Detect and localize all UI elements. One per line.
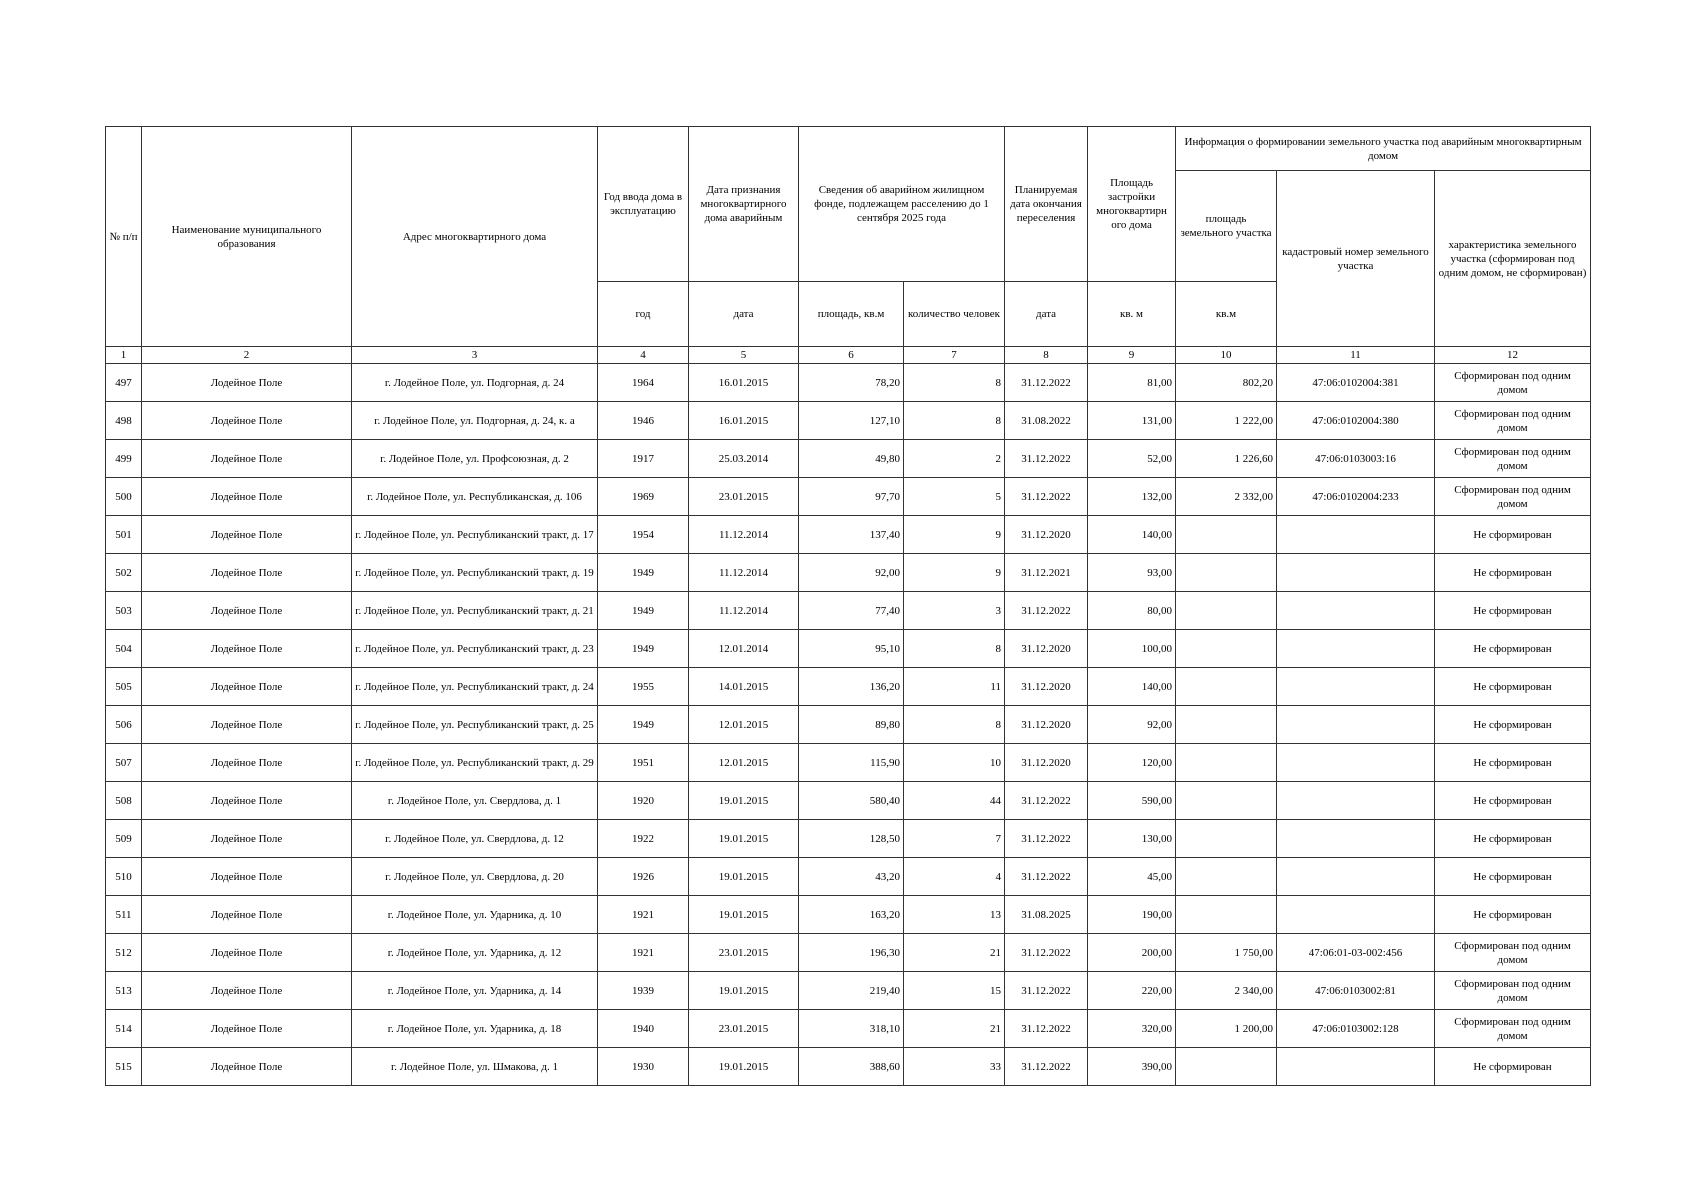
cell-num: 510 <box>106 858 142 896</box>
cell-num: 501 <box>106 516 142 554</box>
header-unit-year: год <box>598 282 689 347</box>
table-row <box>106 1048 1591 1086</box>
cell-area: 43,20 <box>799 858 904 896</box>
cell-address: г. Лодейное Поле, ул. Республиканский тракт, д. 24 <box>352 668 598 706</box>
cell-date-declared: 19.01.2015 <box>689 858 799 896</box>
cell-people: 21 <box>904 1010 1005 1048</box>
cell-area: 78,20 <box>799 364 904 402</box>
cell-building-area: 320,00 <box>1088 1010 1176 1048</box>
cell-municipality: Лодейное Поле <box>142 706 352 744</box>
cell-area: 92,00 <box>799 554 904 592</box>
cell-cadastral-number <box>1277 592 1435 630</box>
header-unit-date2: дата <box>1005 282 1088 347</box>
cell-land-area <box>1176 1048 1277 1086</box>
cell-resettlement-date: 31.12.2022 <box>1005 858 1088 896</box>
cell-year-built: 1949 <box>598 630 689 668</box>
cell-resettlement-date: 31.12.2020 <box>1005 630 1088 668</box>
cell-date-declared: 12.01.2015 <box>689 706 799 744</box>
cell-cadastral-number <box>1277 668 1435 706</box>
cell-cadastral-number <box>1277 858 1435 896</box>
table-row <box>106 364 1591 402</box>
column-number: 1 <box>106 347 142 364</box>
cell-people: 9 <box>904 516 1005 554</box>
cell-area: 196,30 <box>799 934 904 972</box>
table-row <box>106 554 1591 592</box>
cell-area: 49,80 <box>799 440 904 478</box>
cell-municipality: Лодейное Поле <box>142 554 352 592</box>
cell-resettlement-date: 31.12.2020 <box>1005 516 1088 554</box>
cell-cadastral-number <box>1277 896 1435 934</box>
cell-resettlement-date: 31.12.2022 <box>1005 972 1088 1010</box>
column-number: 8 <box>1005 347 1088 364</box>
cell-year-built: 1940 <box>598 1010 689 1048</box>
cell-year-built: 1951 <box>598 744 689 782</box>
cell-people: 13 <box>904 896 1005 934</box>
cell-resettlement-date: 31.08.2022 <box>1005 402 1088 440</box>
cell-num: 509 <box>106 820 142 858</box>
cell-municipality: Лодейное Поле <box>142 402 352 440</box>
header-land-info: Информация о формировании земельного участка под аварийным многоквартирным домом <box>1176 127 1591 171</box>
cell-cadastral-number: 47:06:0102004:233 <box>1277 478 1435 516</box>
cell-people: 33 <box>904 1048 1005 1086</box>
cell-resettlement-date: 31.12.2022 <box>1005 1048 1088 1086</box>
column-number: 9 <box>1088 347 1176 364</box>
cell-land-status: Не сформирован <box>1435 516 1591 554</box>
cell-land-status: Не сформирован <box>1435 554 1591 592</box>
table-row <box>106 820 1591 858</box>
cell-address: г. Лодейное Поле, ул. Республиканский тракт, д. 19 <box>352 554 598 592</box>
cell-municipality: Лодейное Поле <box>142 896 352 934</box>
cell-building-area: 140,00 <box>1088 516 1176 554</box>
column-number: 6 <box>799 347 904 364</box>
header-unit-area: площадь, кв.м <box>799 282 904 347</box>
table-row <box>106 896 1591 934</box>
cell-land-status: Не сформирован <box>1435 858 1591 896</box>
cell-land-area: 2 332,00 <box>1176 478 1277 516</box>
cell-building-area: 140,00 <box>1088 668 1176 706</box>
cell-area: 97,70 <box>799 478 904 516</box>
cell-date-declared: 19.01.2015 <box>689 972 799 1010</box>
table-row <box>106 402 1591 440</box>
cell-num: 505 <box>106 668 142 706</box>
cell-date-declared: 23.01.2015 <box>689 934 799 972</box>
cell-area: 77,40 <box>799 592 904 630</box>
cell-num: 499 <box>106 440 142 478</box>
cell-area: 127,10 <box>799 402 904 440</box>
cell-land-area <box>1176 668 1277 706</box>
cell-area: 580,40 <box>799 782 904 820</box>
cell-land-status: Сформирован под одним домом <box>1435 402 1591 440</box>
cell-people: 5 <box>904 478 1005 516</box>
cell-municipality: Лодейное Поле <box>142 668 352 706</box>
cell-year-built: 1917 <box>598 440 689 478</box>
cell-land-status: Сформирован под одним домом <box>1435 934 1591 972</box>
cell-people: 11 <box>904 668 1005 706</box>
cell-num: 506 <box>106 706 142 744</box>
cell-date-declared: 16.01.2015 <box>689 402 799 440</box>
cell-building-area: 131,00 <box>1088 402 1176 440</box>
cell-land-status: Сформирован под одним домом <box>1435 1010 1591 1048</box>
cell-land-status: Сформирован под одним домом <box>1435 440 1591 478</box>
cell-land-status: Не сформирован <box>1435 820 1591 858</box>
cell-building-area: 130,00 <box>1088 820 1176 858</box>
cell-resettlement-date: 31.12.2022 <box>1005 440 1088 478</box>
cell-date-declared: 16.01.2015 <box>689 364 799 402</box>
cell-resettlement-date: 31.12.2021 <box>1005 554 1088 592</box>
cell-building-area: 81,00 <box>1088 364 1176 402</box>
cell-address: г. Лодейное Поле, ул. Подгорная, д. 24, к. а <box>352 402 598 440</box>
cell-land-area <box>1176 554 1277 592</box>
cell-building-area: 80,00 <box>1088 592 1176 630</box>
cell-land-status: Не сформирован <box>1435 592 1591 630</box>
cell-year-built: 1920 <box>598 782 689 820</box>
table-row <box>106 858 1591 896</box>
cell-building-area: 45,00 <box>1088 858 1176 896</box>
cell-municipality: Лодейное Поле <box>142 934 352 972</box>
cell-address: г. Лодейное Поле, ул. Ударника, д. 14 <box>352 972 598 1010</box>
cell-municipality: Лодейное Поле <box>142 858 352 896</box>
cell-address: г. Лодейное Поле, ул. Республиканский тракт, д. 25 <box>352 706 598 744</box>
cell-people: 8 <box>904 630 1005 668</box>
table-row <box>106 1010 1591 1048</box>
cell-year-built: 1921 <box>598 934 689 972</box>
cell-date-declared: 11.12.2014 <box>689 592 799 630</box>
cell-land-area <box>1176 820 1277 858</box>
cell-land-area <box>1176 630 1277 668</box>
cell-year-built: 1949 <box>598 706 689 744</box>
cell-land-area: 2 340,00 <box>1176 972 1277 1010</box>
cell-land-area: 1 750,00 <box>1176 934 1277 972</box>
header-emergency-fund: Сведения об аварийном жилищном фонде, подлежащем расселению до 1 сентября 2025 года <box>799 127 1005 282</box>
cell-address: г. Лодейное Поле, ул. Республиканский тракт, д. 23 <box>352 630 598 668</box>
cell-date-declared: 11.12.2014 <box>689 516 799 554</box>
cell-num: 508 <box>106 782 142 820</box>
table-row <box>106 972 1591 1010</box>
cell-land-status: Не сформирован <box>1435 1048 1591 1086</box>
cell-date-declared: 19.01.2015 <box>689 1048 799 1086</box>
column-number: 3 <box>352 347 598 364</box>
cell-address: г. Лодейное Поле, ул. Подгорная, д. 24 <box>352 364 598 402</box>
column-number-row <box>106 347 1591 364</box>
cell-land-area <box>1176 858 1277 896</box>
cell-address: г. Лодейное Поле, ул. Свердлова, д. 1 <box>352 782 598 820</box>
table-row <box>106 440 1591 478</box>
cell-land-area <box>1176 782 1277 820</box>
cell-cadastral-number <box>1277 744 1435 782</box>
table-row <box>106 630 1591 668</box>
cell-land-area: 1 226,60 <box>1176 440 1277 478</box>
cell-land-status: Сформирован под одним домом <box>1435 364 1591 402</box>
cell-land-area: 1 222,00 <box>1176 402 1277 440</box>
cell-cadastral-number: 47:06:01-03-002:456 <box>1277 934 1435 972</box>
cell-cadastral-number: 47:06:0102004:380 <box>1277 402 1435 440</box>
cell-land-area <box>1176 706 1277 744</box>
cell-date-declared: 14.01.2015 <box>689 668 799 706</box>
cell-cadastral-number: 47:06:0102004:381 <box>1277 364 1435 402</box>
cell-land-status: Не сформирован <box>1435 782 1591 820</box>
header-unit-sqm2: кв.м <box>1176 282 1277 347</box>
cell-year-built: 1939 <box>598 972 689 1010</box>
cell-people: 8 <box>904 364 1005 402</box>
cell-address: г. Лодейное Поле, ул. Ударника, д. 18 <box>352 1010 598 1048</box>
cell-land-area: 802,20 <box>1176 364 1277 402</box>
cell-building-area: 190,00 <box>1088 896 1176 934</box>
cell-municipality: Лодейное Поле <box>142 478 352 516</box>
table-row <box>106 668 1591 706</box>
cell-people: 4 <box>904 858 1005 896</box>
cell-building-area: 220,00 <box>1088 972 1176 1010</box>
cell-address: г. Лодейное Поле, ул. Республиканский тракт, д. 29 <box>352 744 598 782</box>
cell-num: 504 <box>106 630 142 668</box>
cell-land-area: 1 200,00 <box>1176 1010 1277 1048</box>
cell-land-status: Не сформирован <box>1435 630 1591 668</box>
cell-municipality: Лодейное Поле <box>142 972 352 1010</box>
cell-date-declared: 25.03.2014 <box>689 440 799 478</box>
cell-building-area: 92,00 <box>1088 706 1176 744</box>
cell-num: 502 <box>106 554 142 592</box>
cell-building-area: 590,00 <box>1088 782 1176 820</box>
cell-num: 515 <box>106 1048 142 1086</box>
header-year-built: Год ввода дома в эксплуатацию <box>598 127 689 282</box>
cell-year-built: 1955 <box>598 668 689 706</box>
header-municipality: Наименование муниципального образования <box>142 127 352 347</box>
table-row <box>106 706 1591 744</box>
cell-land-area <box>1176 592 1277 630</box>
cell-address: г. Лодейное Поле, ул. Свердлова, д. 12 <box>352 820 598 858</box>
cell-num: 507 <box>106 744 142 782</box>
cell-land-status: Не сформирован <box>1435 706 1591 744</box>
cell-year-built: 1949 <box>598 554 689 592</box>
cell-resettlement-date: 31.12.2022 <box>1005 1010 1088 1048</box>
cell-num: 513 <box>106 972 142 1010</box>
cell-land-status: Не сформирован <box>1435 896 1591 934</box>
cell-date-declared: 19.01.2015 <box>689 820 799 858</box>
cell-people: 3 <box>904 592 1005 630</box>
cell-year-built: 1964 <box>598 364 689 402</box>
column-number: 2 <box>142 347 352 364</box>
cell-municipality: Лодейное Поле <box>142 516 352 554</box>
cell-cadastral-number <box>1277 516 1435 554</box>
cell-resettlement-date: 31.12.2022 <box>1005 364 1088 402</box>
cell-cadastral-number: 47:06:0103002:81 <box>1277 972 1435 1010</box>
cell-resettlement-date: 31.12.2022 <box>1005 820 1088 858</box>
cell-area: 163,20 <box>799 896 904 934</box>
header-land-characteristic: характеристика земельного участка (сформирован под одним домом, не сформирован) <box>1435 171 1591 347</box>
cell-num: 498 <box>106 402 142 440</box>
cell-cadastral-number <box>1277 706 1435 744</box>
cell-area: 388,60 <box>799 1048 904 1086</box>
cell-building-area: 390,00 <box>1088 1048 1176 1086</box>
cell-date-declared: 23.01.2015 <box>689 478 799 516</box>
column-number: 12 <box>1435 347 1591 364</box>
emergency-housing-table <box>105 126 1591 1086</box>
header-unit-people: количество человек <box>904 282 1005 347</box>
cell-num: 514 <box>106 1010 142 1048</box>
column-number: 4 <box>598 347 689 364</box>
cell-municipality: Лодейное Поле <box>142 364 352 402</box>
cell-resettlement-date: 31.12.2022 <box>1005 592 1088 630</box>
cell-area: 95,10 <box>799 630 904 668</box>
cell-municipality: Лодейное Поле <box>142 782 352 820</box>
cell-address: г. Лодейное Поле, ул. Республиканская, д. 106 <box>352 478 598 516</box>
cell-date-declared: 12.01.2015 <box>689 744 799 782</box>
cell-area: 137,40 <box>799 516 904 554</box>
cell-municipality: Лодейное Поле <box>142 1048 352 1086</box>
cell-resettlement-date: 31.08.2025 <box>1005 896 1088 934</box>
cell-area: 128,50 <box>799 820 904 858</box>
cell-num: 497 <box>106 364 142 402</box>
cell-cadastral-number <box>1277 630 1435 668</box>
cell-building-area: 93,00 <box>1088 554 1176 592</box>
cell-resettlement-date: 31.12.2022 <box>1005 934 1088 972</box>
cell-area: 318,10 <box>799 1010 904 1048</box>
cell-people: 7 <box>904 820 1005 858</box>
cell-year-built: 1926 <box>598 858 689 896</box>
cell-year-built: 1954 <box>598 516 689 554</box>
header-num: № п/п <box>106 127 142 347</box>
cell-building-area: 100,00 <box>1088 630 1176 668</box>
column-number: 10 <box>1176 347 1277 364</box>
cell-address: г. Лодейное Поле, ул. Профсоюзная, д. 2 <box>352 440 598 478</box>
cell-date-declared: 19.01.2015 <box>689 782 799 820</box>
cell-area: 219,40 <box>799 972 904 1010</box>
table-row <box>106 934 1591 972</box>
cell-year-built: 1921 <box>598 896 689 934</box>
cell-people: 21 <box>904 934 1005 972</box>
cell-resettlement-date: 31.12.2022 <box>1005 782 1088 820</box>
cell-people: 44 <box>904 782 1005 820</box>
table-row <box>106 782 1591 820</box>
cell-land-area <box>1176 896 1277 934</box>
cell-cadastral-number <box>1277 1048 1435 1086</box>
cell-date-declared: 23.01.2015 <box>689 1010 799 1048</box>
cell-address: г. Лодейное Поле, ул. Республиканский тракт, д. 17 <box>352 516 598 554</box>
column-number: 11 <box>1277 347 1435 364</box>
table-row <box>106 478 1591 516</box>
column-number: 5 <box>689 347 799 364</box>
header-resettlement-date: Планируемая дата окончания переселения <box>1005 127 1088 282</box>
cell-area: 115,90 <box>799 744 904 782</box>
header-unit-sqm: кв. м <box>1088 282 1176 347</box>
cell-people: 8 <box>904 706 1005 744</box>
cell-building-area: 200,00 <box>1088 934 1176 972</box>
header-land-area: площадь земельного участка <box>1176 171 1277 282</box>
cell-cadastral-number <box>1277 820 1435 858</box>
cell-address: г. Лодейное Поле, ул. Шмакова, д. 1 <box>352 1048 598 1086</box>
cell-date-declared: 19.01.2015 <box>689 896 799 934</box>
cell-municipality: Лодейное Поле <box>142 820 352 858</box>
cell-land-status: Не сформирован <box>1435 668 1591 706</box>
header-building-area: Площадь застройки многоквартирн ого дома <box>1088 127 1176 282</box>
cell-num: 511 <box>106 896 142 934</box>
cell-year-built: 1969 <box>598 478 689 516</box>
cell-resettlement-date: 31.12.2022 <box>1005 478 1088 516</box>
cell-municipality: Лодейное Поле <box>142 440 352 478</box>
cell-year-built: 1949 <box>598 592 689 630</box>
cell-building-area: 52,00 <box>1088 440 1176 478</box>
cell-cadastral-number <box>1277 782 1435 820</box>
cell-resettlement-date: 31.12.2020 <box>1005 668 1088 706</box>
cell-year-built: 1946 <box>598 402 689 440</box>
cell-land-status: Сформирован под одним домом <box>1435 478 1591 516</box>
cell-date-declared: 11.12.2014 <box>689 554 799 592</box>
cell-cadastral-number: 47:06:0103002:128 <box>1277 1010 1435 1048</box>
cell-land-area <box>1176 744 1277 782</box>
header-date-declared: Дата признания многоквартирного дома аварийным <box>689 127 799 282</box>
cell-building-area: 132,00 <box>1088 478 1176 516</box>
cell-resettlement-date: 31.12.2020 <box>1005 706 1088 744</box>
cell-building-area: 120,00 <box>1088 744 1176 782</box>
cell-resettlement-date: 31.12.2020 <box>1005 744 1088 782</box>
cell-address: г. Лодейное Поле, ул. Ударника, д. 12 <box>352 934 598 972</box>
cell-num: 500 <box>106 478 142 516</box>
cell-cadastral-number: 47:06:0103003:16 <box>1277 440 1435 478</box>
header-address: Адрес многоквартирного дома <box>352 127 598 347</box>
header-unit-date: дата <box>689 282 799 347</box>
cell-people: 15 <box>904 972 1005 1010</box>
cell-year-built: 1930 <box>598 1048 689 1086</box>
cell-address: г. Лодейное Поле, ул. Свердлова, д. 20 <box>352 858 598 896</box>
cell-area: 136,20 <box>799 668 904 706</box>
cell-municipality: Лодейное Поле <box>142 1010 352 1048</box>
table-row <box>106 516 1591 554</box>
cell-municipality: Лодейное Поле <box>142 744 352 782</box>
table-row <box>106 592 1591 630</box>
cell-municipality: Лодейное Поле <box>142 592 352 630</box>
header-cadastral: кадастровый номер земельного участка <box>1277 171 1435 347</box>
cell-land-area <box>1176 516 1277 554</box>
cell-num: 512 <box>106 934 142 972</box>
cell-cadastral-number <box>1277 554 1435 592</box>
cell-address: г. Лодейное Поле, ул. Республиканский тракт, д. 21 <box>352 592 598 630</box>
cell-people: 10 <box>904 744 1005 782</box>
cell-year-built: 1922 <box>598 820 689 858</box>
cell-people: 9 <box>904 554 1005 592</box>
cell-land-status: Не сформирован <box>1435 744 1591 782</box>
cell-date-declared: 12.01.2014 <box>689 630 799 668</box>
column-number: 7 <box>904 347 1005 364</box>
cell-people: 8 <box>904 402 1005 440</box>
cell-num: 503 <box>106 592 142 630</box>
cell-people: 2 <box>904 440 1005 478</box>
cell-municipality: Лодейное Поле <box>142 630 352 668</box>
cell-land-status: Сформирован под одним домом <box>1435 972 1591 1010</box>
cell-area: 89,80 <box>799 706 904 744</box>
cell-address: г. Лодейное Поле, ул. Ударника, д. 10 <box>352 896 598 934</box>
table-row <box>106 744 1591 782</box>
